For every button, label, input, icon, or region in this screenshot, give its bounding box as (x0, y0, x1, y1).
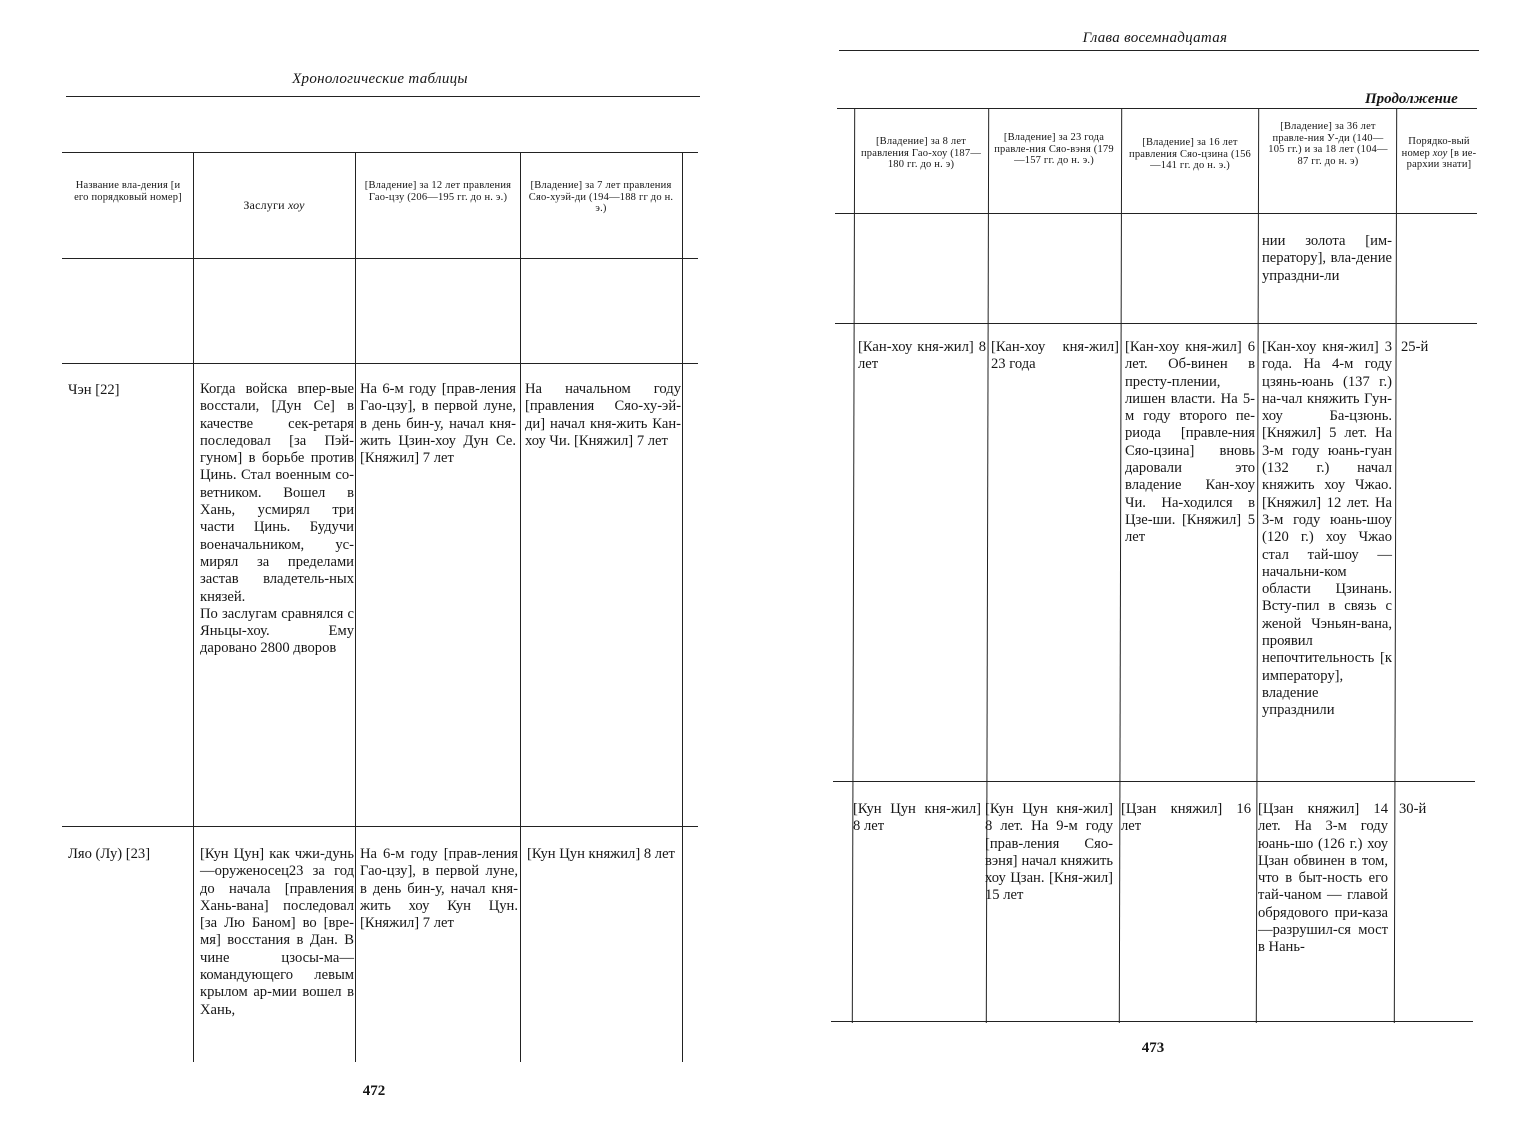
row-rule (62, 826, 698, 827)
row-name: Чэн [22] (68, 382, 120, 398)
row-gaohou: [Кан-хоу кня-жил] 8 лет (858, 339, 986, 373)
row-rule (835, 323, 1477, 324)
header-name: Название вла-дения [и его порядковый номер] (74, 180, 182, 203)
head-rule (66, 96, 700, 97)
column-rule (1394, 108, 1397, 1023)
column-rule (193, 152, 194, 1062)
header-merits: Заслуги хоу (243, 198, 305, 212)
continuation-label: Продолжение (1365, 91, 1458, 107)
row-xiaojing: [Цзан княжил] 16 лет (1121, 801, 1251, 835)
row-xiaojing: [Кан-хоу кня-жил] 6 лет. Об-винен в престу-плении, лишен власти. На 5-м году второго пе-риода [правле-ния Сяо-цзина] вновь даровали это владение Кан-хоу Чи. На-ходился в Цзе-ши. [Княжил] 5 лет (1125, 339, 1255, 546)
head-rule (839, 50, 1479, 51)
right-page (765, 0, 1530, 1148)
running-head: Глава восемнадцатая (1082, 30, 1228, 46)
running-head: Хронологические таблицы (292, 71, 468, 87)
header-xiaowen: [Владение] за 23 года правле-ния Сяо-вэня (179—157 гг. до н. э.) (994, 132, 1114, 166)
row-gaohou: [Кун Цун кня-жил] 8 лет (853, 801, 981, 835)
column-rule (1119, 108, 1122, 1023)
column-rule (852, 108, 855, 1023)
header-xiaohuidi: [Владение] за 7 лет правления Сяо-хуэй-ди (194—188 гг до н. э.) (528, 180, 674, 214)
row-name: Ляо (Лу) [23] (68, 846, 151, 862)
row-merits: Когда войска впер-вые восстали, [Дун Се] в качестве сек-ретаря последовал [за Пэй-гуном] в борьбе против Цинь. Стал военным со-ветником. Вошел в Хань, усмирял три части Цинь. Будучи военачальником, ус-мирял за пределами застав владетель-ных князей. По заслугам сравнялся с Яньцы-хоу. Ему даровано 2800 дворов (200, 381, 354, 657)
row-wudi: [Цзан княжил] 14 лет. На 3-м году юань-шо (126 г.) хоу Цзан обвинен в том, что в быт-ность его тай-чаном — главой обрядового при-каза—разрушил-ся мост в Нань- (1258, 801, 1388, 956)
row-wudi: [Кан-хоу кня-жил] 3 года. На 4-м году цзянь-юань (137 г.) на-чал княжить Гун-хоу Ба-цзюнь. [Княжил] 5 лет. На 3-м году юань-гуан (132 г.) начал княжить хоу Чжао. [Княжил] 12 лет. На 3-м году юань-шоу (120 г.) хоу Чжао стал тай-шоу — начальни-ком области Цзинань. Всту-пил в связь с женой Чэньян-вана, проявил непочтительность [к императору], владение упразднили (1262, 339, 1392, 719)
header-gaohou: [Владение] за 8 лет правления Гао-хоу (187—180 гг. до н. э) (860, 136, 982, 170)
row-gaozu: На 6-м году [прав-ления Гао-цзу], в первой луне, в день бин-у, начал кня-жить хоу Кун Цун. [Княжил] 7 лет (360, 846, 518, 932)
row-rule (833, 781, 1475, 782)
header-xiaojing: [Владение] за 16 лет правления Сяо-цзина (156—141 гг. до н. э.) (1129, 137, 1251, 171)
row-xiaohuidi: На начальном году [правления Сяо-ху-эй-ди] начал кня-жить Кан-хоу Чи. [Княжил] 7 лет (525, 381, 681, 449)
row-wudi: нии золота [им-ператору], вла-дение упраздни-ли (1262, 233, 1392, 284)
header-bottom-rule (62, 258, 698, 259)
page-number: 473 (1141, 1040, 1165, 1056)
page-number: 472 (362, 1083, 386, 1099)
column-rule (355, 152, 356, 1062)
row-xiaohuidi: [Кун Цун княжил] 8 лет (527, 846, 675, 862)
row-xiaowen: [Кун Цун кня-жил] 8 лет. На 9-м году [прав-ления Сяо-вэня] начал княжить хоу Цзан. [Кня-жил] 15 лет (985, 801, 1113, 904)
header-wudi: [Владение] за 36 лет правле-ния У-ди (140—105 гг.) и за 18 лет (104—87 гг. до н. э) (1268, 121, 1388, 167)
header-rank: Порядко-вый номер хоу [в ие-рархии знати] (1401, 136, 1477, 170)
row-xiaowen: [Кан-хоу кня-жил] 23 года (991, 339, 1119, 373)
row-merits: [Кун Цун] как чжи-дунь—оруженосец23 за год до начала [правления Хань-вана] последовал [за Лю Баном] во [вре-мя] восстания в Дан. В чине цзосы-ма— командующего левым крылом ар-мии вошел в Хань, (200, 846, 354, 1018)
table-bottom-rule (831, 1021, 1473, 1022)
row-rank: 30-й (1399, 801, 1427, 817)
column-rule (682, 152, 683, 1062)
table-top-rule (837, 108, 1477, 109)
header-bottom-rule (835, 213, 1477, 214)
row-rule (62, 363, 698, 364)
column-rule (520, 152, 521, 1062)
row-rank: 25-й (1401, 339, 1429, 355)
header-gaozu: [Владение] за 12 лет правления Гао-цзу (206—195 гг. до н. э.) (364, 180, 512, 203)
table-top-rule (62, 152, 698, 153)
row-gaozu: На 6-м году [прав-ления Гао-цзу], в первой луне, в день бин-у, начал кня-жить Цзин-хоу Дун Се. [Княжил] 7 лет (360, 381, 516, 467)
